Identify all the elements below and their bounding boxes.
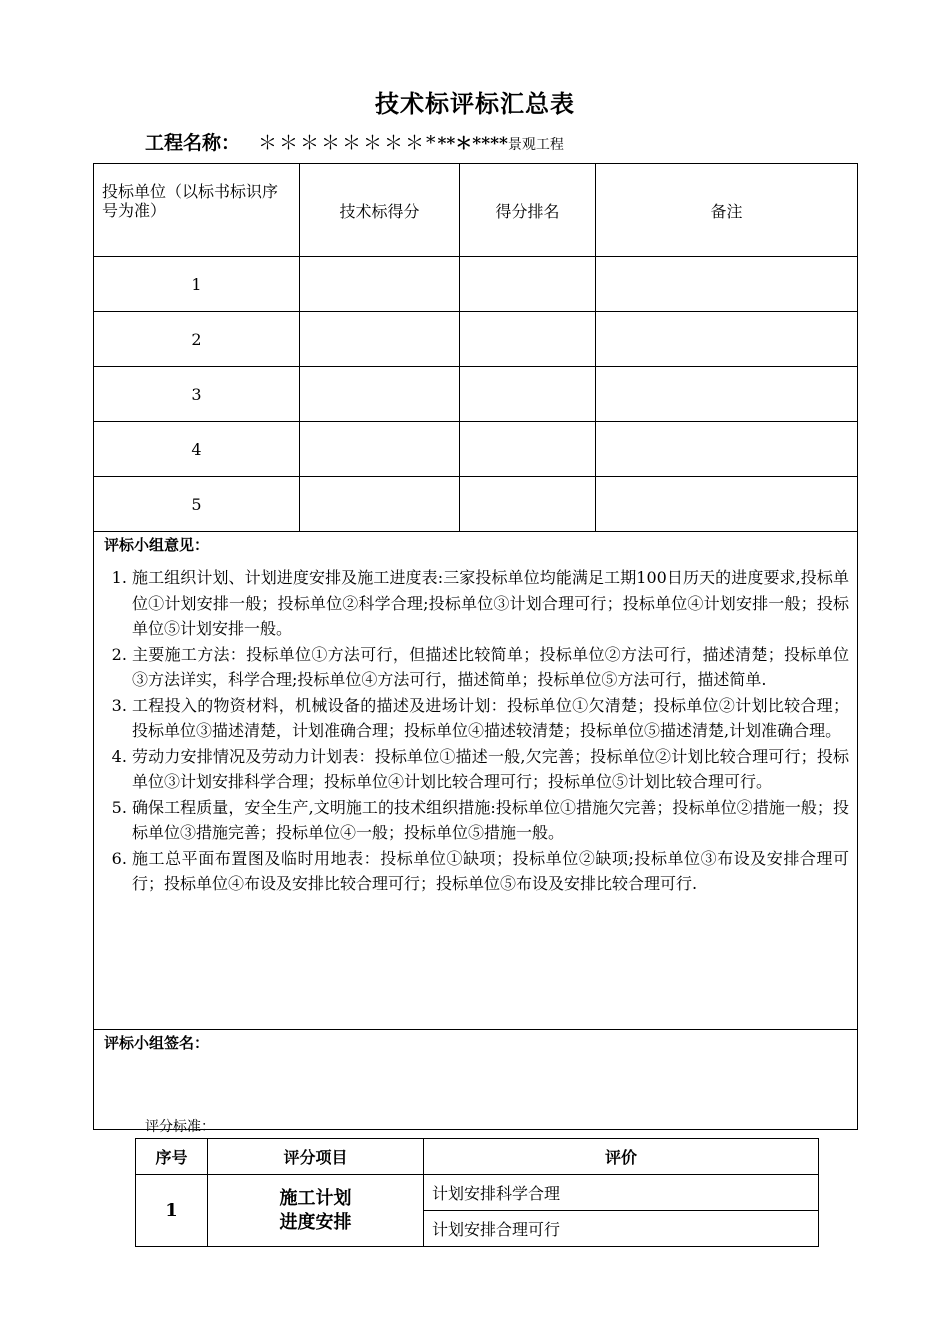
header-score: 技术标得分 [300, 164, 460, 257]
project-name-line [145, 128, 564, 155]
summary-header-row [94, 164, 858, 257]
remarks-cell [596, 477, 858, 532]
opinion-list [94, 565, 857, 897]
table-row [94, 257, 858, 312]
opinion-item: 2. 主要施工方法：投标单位①方法可行，但描述比较简单；投标单位②方法可行，描述清楚；投标单位③方法详实，科学合理;投标单位④方法可行，描述简单；投标单位⑤方法可行，描述简单. [132, 642, 849, 693]
bidder-number: 4 [94, 422, 300, 477]
criteria-no: 1 [136, 1175, 208, 1247]
header-bidder: 投标单位（以标书标识序号为准） [94, 164, 300, 257]
criteria-eval: 计划安排科学合理 [424, 1175, 819, 1211]
opinion-item: 6. 施工总平面布置图及临时用地表：投标单位①缺项；投标单位②缺项;投标单位③布设及安排合理可行；投标单位④布设及安排比较合理可行；投标单位⑤布设及安排比较合理可行. [132, 846, 849, 897]
header-remarks: 备注 [596, 164, 858, 257]
project-name-label: 工程名称： [145, 132, 241, 154]
table-row [94, 477, 858, 532]
rank-cell [460, 257, 596, 312]
project-name-mask-a: ＊＊＊＊＊＊＊＊* [258, 132, 438, 154]
rank-cell [460, 477, 596, 532]
criteria-table [135, 1138, 819, 1247]
opinion-item: 1. 施工组织计划、计划进度安排及施工进度表:三家投标单位均能满足工期100日历天的进度要求,投标单位①计划安排一般；投标单位②科学合理;投标单位③计划合理可行；投标单位④计划安排一般；投标单位⑤计划安排一般。 [132, 565, 849, 642]
criteria-header-item: 评分项目 [208, 1139, 424, 1175]
criteria-header-eval: 评价 [424, 1139, 819, 1175]
criteria-header-row [136, 1139, 819, 1175]
opinion-item: 3. 工程投入的物资材料，机械设备的描述及进场计划：投标单位①欠清楚；投标单位②计划比较合理；投标单位③描述清楚，计划准确合理；投标单位④描述较清楚；投标单位⑤描述清楚,计划准确合理。 [132, 693, 849, 744]
remarks-cell [596, 312, 858, 367]
criteria-item-line2: 进度安排 [279, 1211, 352, 1233]
score-cell [300, 367, 460, 422]
signature-section [94, 1030, 858, 1130]
rank-cell [460, 367, 596, 422]
criteria-header-no: 序号 [136, 1139, 208, 1175]
score-cell [300, 422, 460, 477]
signature-label: 评标小组签名： [104, 1034, 210, 1052]
table-row [94, 422, 858, 477]
table-row [94, 312, 858, 367]
opinion-section [94, 532, 858, 1030]
summary-table [93, 163, 858, 1130]
bidder-number: 1 [94, 257, 300, 312]
opinion-label: 评标小组意见： [104, 536, 210, 554]
header-rank: 得分排名 [460, 164, 596, 257]
remarks-cell [596, 367, 858, 422]
rank-cell [460, 422, 596, 477]
project-name-mask-b: **＊**** [437, 134, 508, 154]
remarks-cell [596, 422, 858, 477]
document-title: 技术标评标汇总表 [375, 90, 575, 118]
score-cell [300, 312, 460, 367]
rank-cell [460, 312, 596, 367]
score-cell [300, 477, 460, 532]
project-name-suffix: 景观工程 [507, 137, 564, 153]
criteria-item [208, 1175, 424, 1247]
criteria-item-line1: 施工计划 [279, 1187, 352, 1209]
bidder-number: 2 [94, 312, 300, 367]
criteria-eval: 计划安排合理可行 [424, 1211, 819, 1247]
remarks-cell [596, 257, 858, 312]
criteria-label: 评分标准： [145, 1119, 215, 1135]
bidder-number: 5 [94, 477, 300, 532]
opinion-item: 5. 确保工程质量，安全生产,文明施工的技术组织措施:投标单位①措施欠完善；投标单位②措施一般；投标单位③措施完善；投标单位④一般；投标单位⑤措施一般。 [132, 795, 849, 846]
table-row [94, 367, 858, 422]
score-cell [300, 257, 460, 312]
bidder-number: 3 [94, 367, 300, 422]
opinion-item: 4. 劳动力安排情况及劳动力计划表：投标单位①描述一般,欠完善；投标单位②计划比较合理可行；投标单位③计划安排科学合理；投标单位④计划比较合理可行；投标单位⑤计划比较合理可行。 [132, 744, 849, 795]
criteria-row [136, 1175, 819, 1211]
